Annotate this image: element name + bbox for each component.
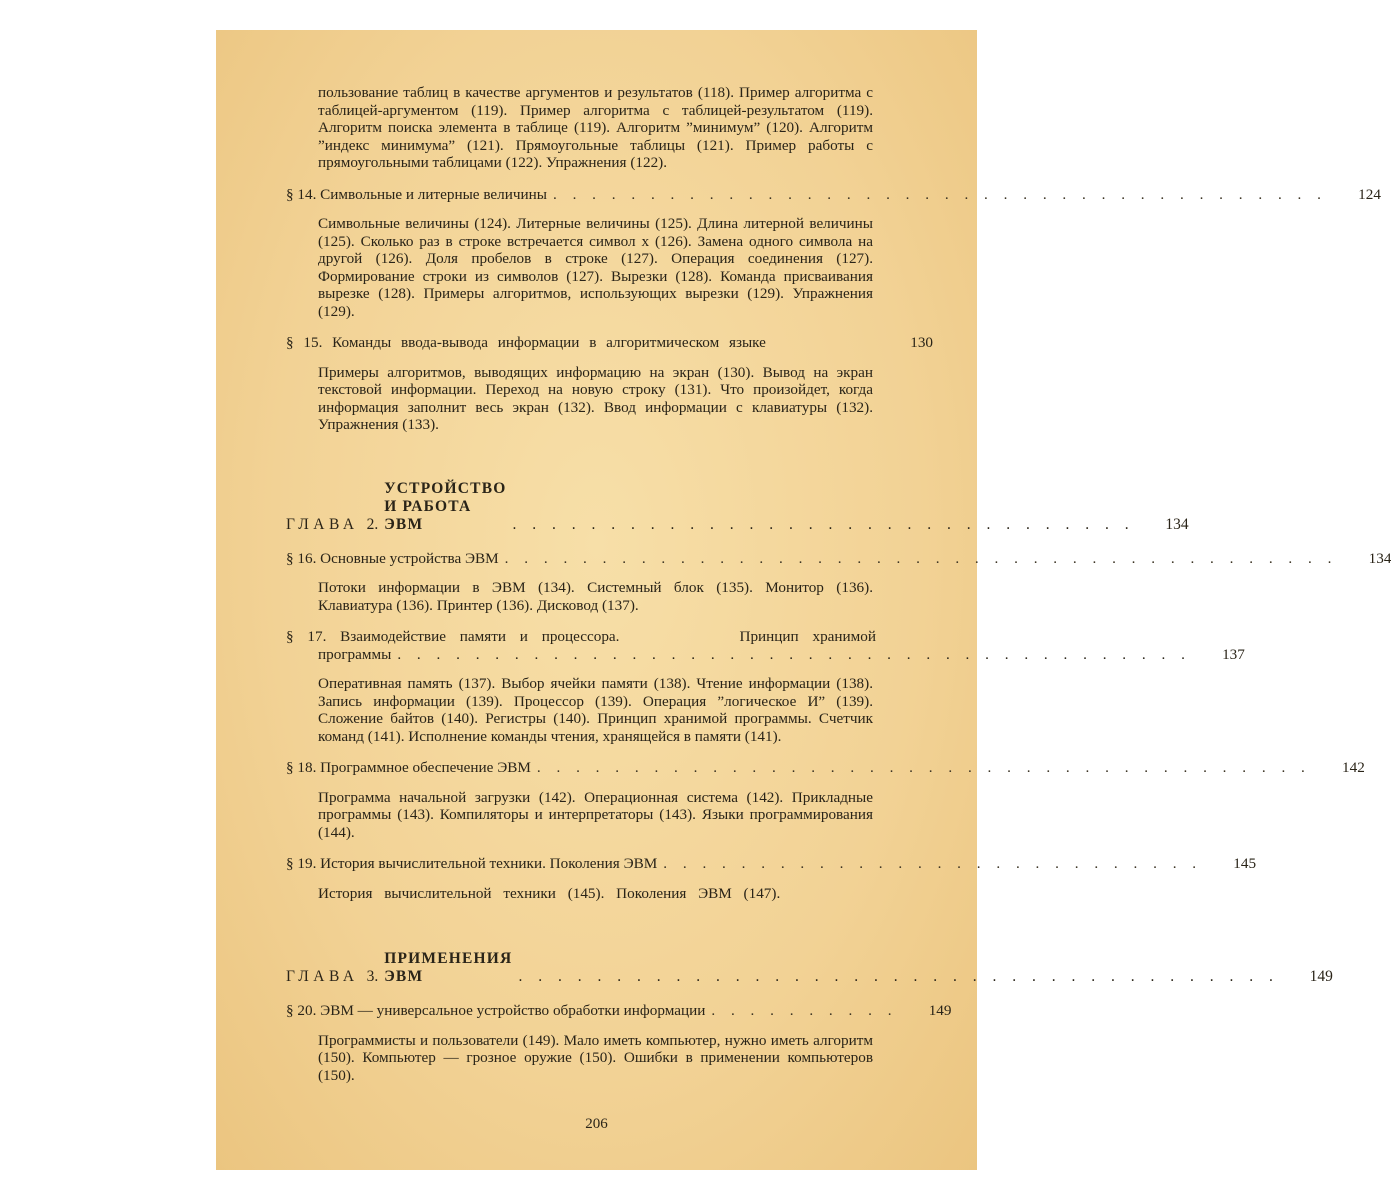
section-18-description: Программа начальной загрузки (142). Операционная система (142). Прикладные программы (143). Компиляторы и интерпретаторы (143). Языки программирования (144). [318,788,873,841]
toc-chapter-2 [286,479,1189,534]
toc-entry-section-16 [286,549,1391,568]
section-14-title: § 14. Символьные и литерные величины [286,185,547,203]
section-17-title-part1: § 17. Взаимодействие памяти и процессора. [286,628,620,645]
toc-chapter-3 [286,950,1333,986]
section-15-description: Примеры алгоритмов, выводящих информацию на экран (130). Вывод на экран текстовой информации. Переход на новую строку (131). Что произойдет, когда информация заполнит весь экран (132). Ввод информации с клавиатуры (132). Упражнения (133). [318,363,873,433]
chapter-2-word: ГЛАВА [286,515,359,533]
section-15-page: 130 [910,334,933,351]
leader-dots: . . . . . . . . . . [711,1002,898,1019]
toc-entry-section-19 [286,855,1257,873]
chapter-3-word: ГЛАВА [286,968,359,985]
section-17-page: 137 [1222,645,1245,663]
toc-entry-section-20 [286,1002,952,1020]
leader-dots: . . . . . . . . . . . . . . . . . . . . . . . . . . . . . . . . . . . . . . . . [536,759,1311,776]
toc-entry-section-17 [286,628,1245,663]
leader-dots: . . . . . . . . . . . . . . . . . . . . . . . . . . . . [663,855,1203,872]
section-16-title: § 16. Основные устройства ЭВМ [286,549,499,567]
chapter-3-name: ПРИМЕНЕНИЯ ЭВМ [384,950,513,985]
leader-dots: . . . . . . . . . . . . . . . . . . . . . . . . . . . . . . . . . . . . . . . . . [397,645,1191,663]
leader-dots: . . . . . . . . . . . . . . . . . . . . . . . . . . . . . . . . . . . . . . . . [552,185,1327,203]
table-of-contents [286,84,1391,1084]
section-20-title: § 20. ЭВМ — универсальное устройство обработки информации [286,1002,706,1019]
section-19-description: История вычислительной техники (145). Поколения ЭВМ (147). [318,884,781,902]
chapter-2-page: 134 [1165,515,1189,533]
section-18-title: § 18. Программное обеспечение ЭВМ [286,759,531,776]
section-19-title: § 19. История вычислительной техники. Поколения ЭВМ [286,855,658,872]
section-13-description: пользование таблиц в качестве аргументов и результатов (118). Пример алгоритма с таблицей-аргументом (119). Пример алгоритма с таблицей-результатом (119). Алгоритм поиска элемента в таблице (119). Алгоритм ”минимум” (120). Алгоритм ”индекс минимума” (121). Прямоугольные таблицы (121). Пример работы с прямоугольными таблицами (122). Упражнения (122). [318,84,873,171]
section-20-description: Программисты и пользователи (149). Мало иметь компьютер, нужно иметь алгоритм (150). Компьютер — грозное оружие (150). Ошибки в применении компьютеров (150). [318,1031,873,1084]
section-15-title: § 15. Команды ввода-вывода информации в алгоритмическом языке [286,334,766,351]
chapter-3-number: 3. [366,968,379,985]
section-17-title-line2: программы [318,645,392,663]
book-page [216,30,1391,1170]
toc-entry-section-14 [286,185,1381,204]
chapter-3-page: 149 [1309,968,1333,985]
section-19-page: 145 [1233,855,1257,872]
section-16-page: 134 [1368,549,1391,567]
chapter-2-number: 2. [366,515,379,533]
section-18-page: 142 [1342,759,1365,776]
page-number: 206 [585,1116,608,1132]
section-20-page: 149 [928,1002,952,1019]
chapter-2-name: УСТРОЙСТВО И РАБОТА ЭВМ [384,479,507,533]
toc-entry-section-18 [286,759,1365,777]
leader-dots: . . . . . . . . . . . . . . . . . . . . . . . . . . . . . . . . . . . . . . . . . . . [504,549,1338,567]
section-17-title-part2: Принцип хранимой [739,628,876,645]
section-16-description: Потоки информации в ЭВМ (134). Системный блок (135). Монитор (136). Клавиатура (136). Принтер (136). Дисковод (137). [318,579,873,614]
section-17-description: Оперативная память (137). Выбор ячейки памяти (138). Чтение информации (138). Запись информации (139). Процессор (139). Операция ”логическое И” (139). Сложение байтов (140). Регистры (140). Принцип хранимой программы. Счетчик команд (141). Исполнение команды чтения, хранящейся в памяти (141). [318,675,873,745]
toc-entry-section-15 [286,334,933,352]
section-14-page: 124 [1358,185,1381,203]
section-14-description: Символьные величины (124). Литерные величины (125). Длина литерной величины (125). Сколько раз в строке встречается символ х (126). Замена одного символа на другой (126). Доля пробелов в строке (127). Операция соединения (127). Формирование строки из символов (127). Вырезки (128). Команда присваивания вырезке (128). Примеры алгоритмов, использующих вырезки (129). Упражнения (129). [318,215,873,320]
leader-dots: . . . . . . . . . . . . . . . . . . . . . . . . . . . . . . . . [512,515,1135,533]
leader-dots: . . . . . . . . . . . . . . . . . . . . . . . . . . . . . . . . . . . . . . . [518,968,1279,985]
